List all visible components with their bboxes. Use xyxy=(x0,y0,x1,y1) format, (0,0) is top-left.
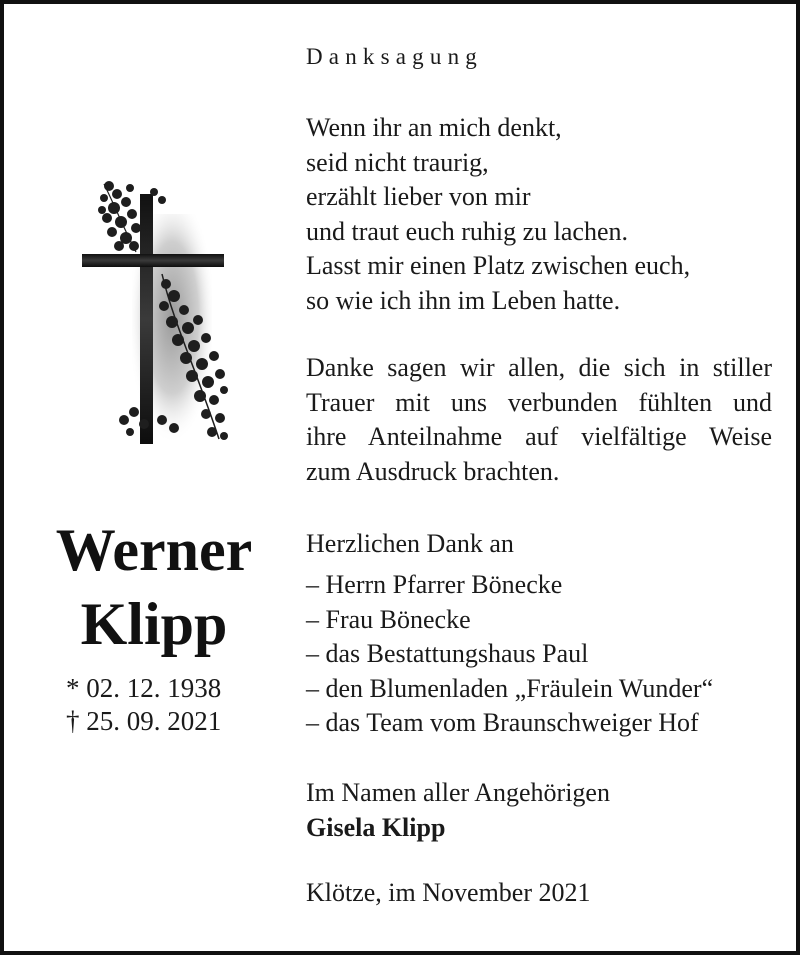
poem-line: so wie ich ihn im Leben hatte. xyxy=(306,285,621,315)
deceased-last-name: Klipp xyxy=(80,591,228,657)
poem-line: Lasst mir einen Platz zwischen euch, xyxy=(306,251,691,280)
list-item: – den Blumenladen „Fräulein Wunder“ xyxy=(306,673,714,703)
birth-date: * 02. 12. 1938 xyxy=(66,673,222,703)
thanks-paragraph xyxy=(306,351,772,489)
left-column xyxy=(4,4,304,951)
signature-block xyxy=(306,776,610,845)
list-item: – das Team vom Braunschweiger Hof xyxy=(306,708,699,737)
thanks-line: Trauer mit uns verbunden fühlten und xyxy=(306,387,772,417)
death-date: † 25. 09. 2021 xyxy=(66,706,222,736)
poem-line: seid nicht traurig, xyxy=(306,147,489,177)
poem-line: Wenn ihr an mich denkt, xyxy=(306,113,562,142)
list-item: – Herrn Pfarrer Bönecke xyxy=(306,570,563,599)
poem-line: und traut euch ruhig zu lachen. xyxy=(306,216,628,246)
list-heading: Herzlichen Dank an xyxy=(306,529,514,558)
sign-line: Im Namen aller Angehörigen xyxy=(306,778,610,807)
heading: Danksagung xyxy=(306,44,483,69)
deceased-first-name: Werner xyxy=(55,517,253,583)
thanks-line: zum Ausdruck brachten. xyxy=(306,456,560,486)
cross-with-ivy-icon xyxy=(74,174,234,449)
poem xyxy=(306,111,690,318)
thanks-list xyxy=(306,568,713,741)
poem-line: erzählt lieber von mir xyxy=(306,182,531,211)
thanks-line: Danke sagen wir allen, die sich in stiller xyxy=(306,353,772,382)
signer-name: Gisela Klipp xyxy=(306,812,446,842)
list-item: – das Bestattungshaus Paul xyxy=(306,639,589,668)
place-date: Klötze, im November 2021 xyxy=(306,878,591,907)
list-item: – Frau Bönecke xyxy=(306,604,471,634)
thanks-line: ihre Anteilnahme auf vielfältige Weise xyxy=(306,422,772,451)
life-dates xyxy=(66,672,221,738)
